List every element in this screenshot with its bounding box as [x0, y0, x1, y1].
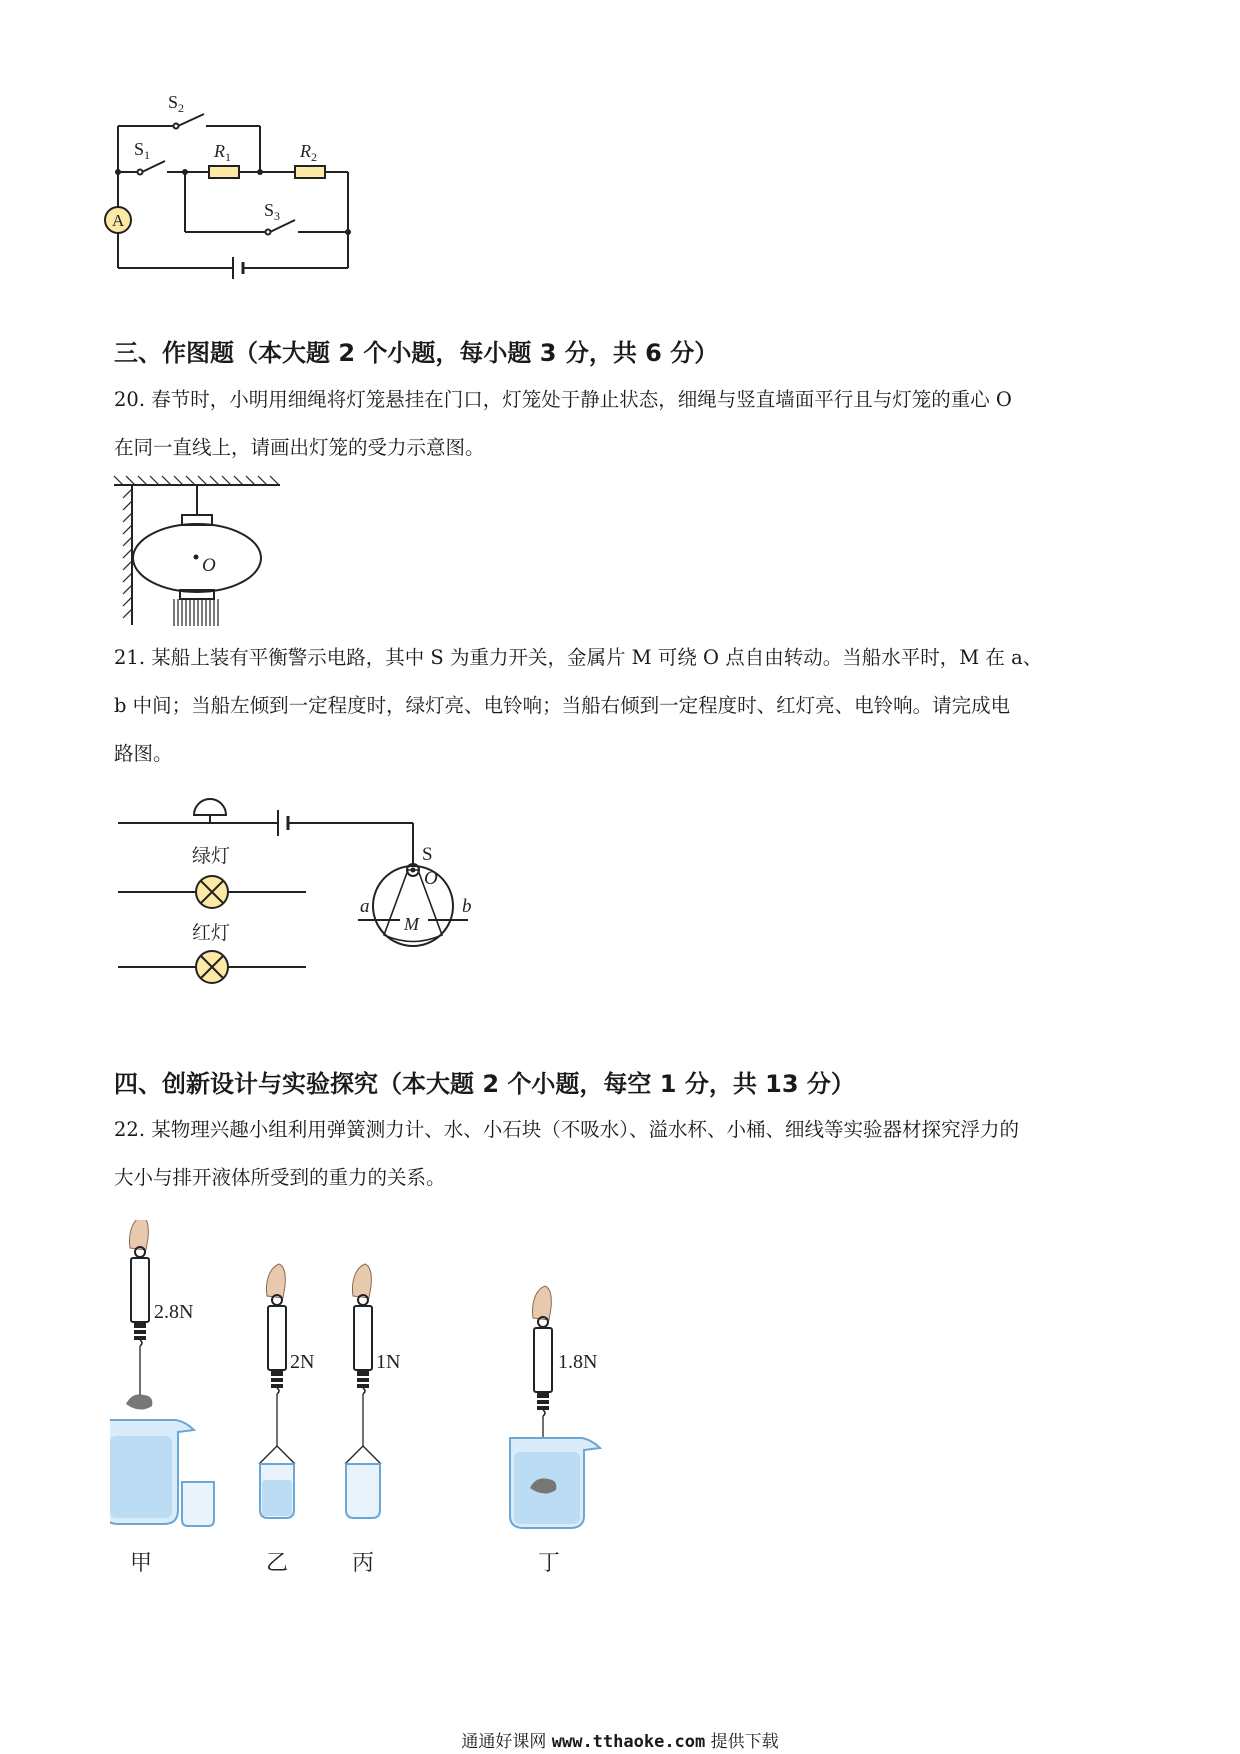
- hatch: [246, 476, 255, 485]
- question-21-line-1: 21. 某船上装有平衡警示电路，其中 S 为重力开关，金属片 M 可绕 O 点自由转动。当船水平时，M 在 a、: [114, 646, 1043, 669]
- experiment-yi: [259, 1264, 314, 1575]
- label-s2: $S_2$: [168, 95, 185, 115]
- experiment-bing: [345, 1264, 400, 1575]
- experiment-jia: [110, 1220, 214, 1575]
- experiment-label: 甲: [130, 1550, 153, 1575]
- hatch: [123, 525, 132, 534]
- hatch: [258, 476, 267, 485]
- center-of-gravity-dot: [194, 555, 199, 560]
- hatch: [138, 476, 147, 485]
- buoyancy-experiment-figure: [110, 1220, 630, 1600]
- question-22-line-2: 大小与排开液体所受到的重力的关系。: [114, 1166, 446, 1189]
- hatch: [126, 476, 135, 485]
- hatch: [123, 585, 132, 594]
- meter-reading: 1.8N: [558, 1351, 598, 1373]
- switch-s-label: S: [422, 844, 433, 865]
- question-21-line-3: 路图。: [114, 742, 173, 765]
- hatch: [234, 476, 243, 485]
- green-lamp-label: 绿灯: [192, 846, 231, 867]
- junction-dot: [115, 169, 121, 175]
- hatch: [123, 597, 132, 606]
- hatch: [123, 513, 132, 522]
- switch-s2-contact: [174, 124, 179, 129]
- hatch: [123, 549, 132, 558]
- label-r1: $R_1$: [214, 141, 231, 164]
- hatch: [123, 501, 132, 510]
- label-r2: $R_2$: [300, 141, 317, 164]
- pivot-dot: [411, 868, 416, 873]
- hatch: [198, 476, 207, 485]
- contact-b-label: b: [462, 896, 472, 917]
- hatch: [270, 476, 279, 485]
- circuit-diagram-q21: [110, 780, 510, 995]
- meter-reading: 2.8N: [154, 1301, 194, 1323]
- hatch: [210, 476, 219, 485]
- question-20-line-2: 在同一直线上，请画出灯笼的受力示意图。: [114, 436, 485, 459]
- question-20-line-1: 20. 春节时，小明用细绳将灯笼悬挂在门口，灯笼处于静止状态，细绳与竖直墙面平行且与灯笼的重心 O: [114, 388, 1012, 411]
- label-s1: $S_1$: [134, 139, 151, 162]
- hatch: [222, 476, 231, 485]
- footer-suffix: 提供下载: [710, 1732, 779, 1752]
- resistor-r2: [295, 166, 325, 178]
- section-4-heading: 四、创新设计与实验探究（本大题 2 个小题，每空 1 分，共 13 分）: [114, 1070, 855, 1098]
- circuit-diagram-q19: [100, 95, 410, 310]
- hatch: [123, 561, 132, 570]
- footer-site-name: 通通好课网: [461, 1732, 547, 1752]
- center-of-gravity-label: O: [202, 555, 216, 576]
- experiment-label: 乙: [266, 1550, 289, 1575]
- switch-s1-blade: [142, 161, 165, 172]
- section-3-heading: 三、作图题（本大题 2 个小题，每小题 3 分，共 6 分）: [114, 339, 719, 367]
- hatch: [123, 609, 132, 618]
- hatch: [186, 476, 195, 485]
- pivot-o-label: O: [424, 868, 438, 889]
- red-lamp-label: 红灯: [192, 923, 231, 944]
- experiment-label: 丙: [352, 1550, 375, 1575]
- footer-url[interactable]: www.tthaoke.com: [551, 1732, 706, 1752]
- junction-dot: [345, 229, 351, 235]
- bell-dome: [194, 799, 226, 815]
- hatch: [123, 537, 132, 546]
- ammeter-label: A: [112, 211, 125, 230]
- plate-m-label: M: [404, 914, 419, 934]
- experiment-ding: [510, 1286, 600, 1575]
- switch-s2-blade: [178, 114, 204, 126]
- small-bucket: [346, 1464, 380, 1518]
- lantern-figure: [110, 470, 290, 630]
- page-footer: [0, 1727, 1240, 1752]
- hatch: [123, 573, 132, 582]
- experiment-label: 丁: [538, 1550, 561, 1575]
- switch-s3-contact: [266, 230, 271, 235]
- meter-reading: 2N: [290, 1351, 315, 1373]
- hatch: [123, 489, 132, 498]
- question-22-line-1: 22. 某物理兴趣小组利用弹簧测力计、水、小石块（不吸水）、溢水杯、小桶、细线等实验器材探究浮力的: [114, 1118, 1019, 1141]
- resistor-r1: [209, 166, 239, 178]
- small-bucket: [182, 1482, 214, 1526]
- hatch: [174, 476, 183, 485]
- label-s3: $S_3$: [264, 200, 281, 223]
- junction-dot: [257, 169, 263, 175]
- hatch: [150, 476, 159, 485]
- meter-reading: 1N: [376, 1351, 401, 1373]
- question-21-line-2: b 中间；当船左倾到一定程度时，绿灯亮、电铃响；当船右倾到一定程度时、红灯亮、电铃响。请完成电: [114, 694, 1011, 717]
- switch-s1-contact: [138, 170, 143, 175]
- stone: [126, 1394, 152, 1409]
- junction-dot: [182, 169, 188, 175]
- contact-a-label: a: [360, 896, 370, 917]
- hatch: [114, 476, 123, 485]
- hatch: [162, 476, 171, 485]
